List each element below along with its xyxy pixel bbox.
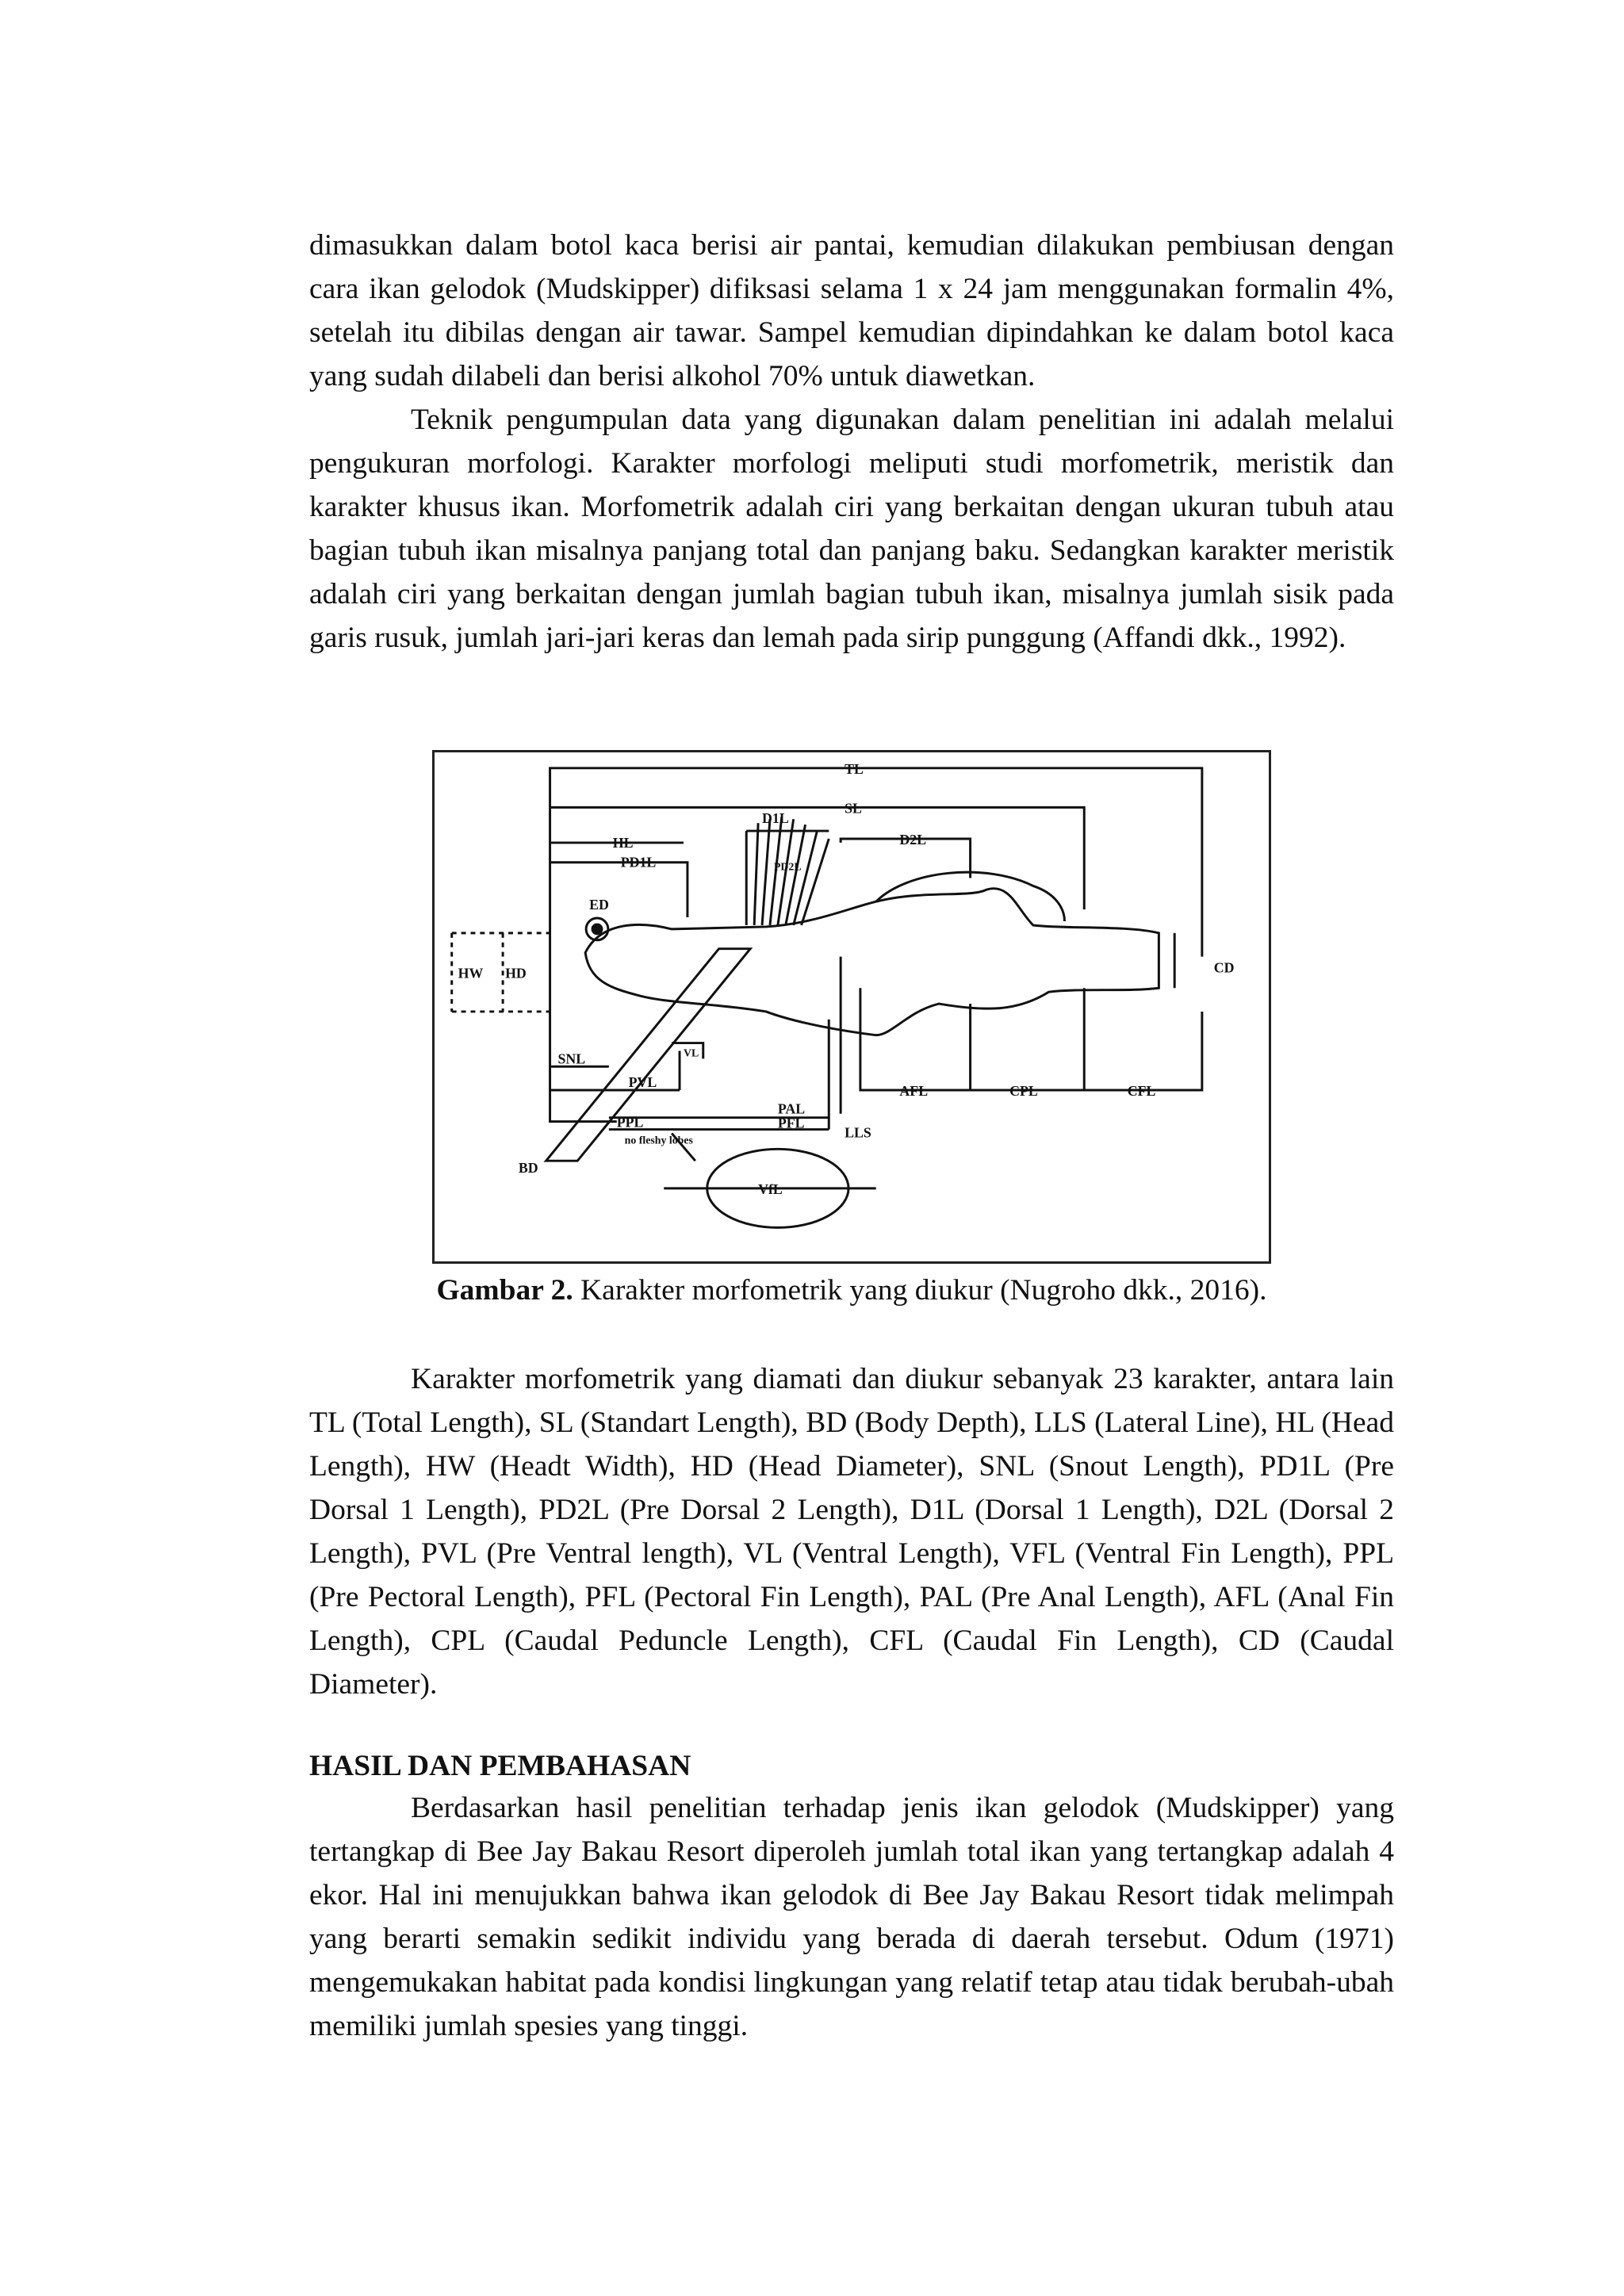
paragraph-results	[309, 1786, 1394, 2048]
paragraph-data-collection	[309, 398, 1394, 660]
label-hl: HL	[612, 834, 634, 851]
label-sl: SL	[845, 800, 862, 817]
morphometric-diagram	[435, 752, 1269, 1261]
label-cfl: CFL	[1127, 1082, 1156, 1099]
label-hw: HW	[458, 965, 484, 982]
paragraph-morphometric-list	[309, 1357, 1394, 1706]
label-hd: HD	[505, 965, 527, 982]
label-no-fleshy: no fleshy lobes	[624, 1135, 693, 1147]
label-lls: LLS	[845, 1124, 871, 1141]
label-vl: VL	[683, 1047, 699, 1060]
label-tl: TL	[845, 760, 864, 777]
label-ed: ED	[589, 897, 609, 913]
pd1l-line	[550, 863, 688, 917]
label-cd: CD	[1213, 959, 1235, 976]
caption-label: Gambar 2.	[436, 1274, 573, 1307]
label-bd: BD	[518, 1160, 538, 1177]
paragraph-text: Teknik pengumpulan data yang digunakan dalam penelitian ini adalah melalui pengukuran morfologi. Karakter morfologi meliputi studi morfometrik, meristik dan karakter khusus ikan. Morfometrik adalah ciri yang berkaitan dengan ukuran tubuh atau bagian tubuh ikan misalnya panjang total dan panjang baku. Sedangkan karakter meristik adalah ciri yang berkaitan dengan jumlah bagian tubuh ikan, misalnya jumlah sisik pada garis rusuk, jumlah jari-jari keras dan lemah pada sirip punggung (Affandi dkk., 1992).	[309, 404, 1394, 654]
label-pfl: PFL	[777, 1115, 805, 1131]
paragraph-text: dimasukkan dalam botol kaca berisi air pantai, kemudian dilakukan pembiusan dengan cara ikan gelodok (Mudskipper) difiksasi selama 1 x 24 jam menggunakan formalin 4%, setelah itu dibilas dengan air tawar. Sampel kemudian dipindahkan ke dalam botol kaca yang sudah dilabeli dan berisi alkohol 70% untuk diawetkan.	[309, 229, 1394, 392]
label-ppl: PPL	[616, 1114, 644, 1131]
section-heading: HASIL DAN PEMBAHASAN	[309, 1750, 691, 1782]
afl-cfl-baseline	[860, 988, 1202, 1090]
caption-text: Karakter morfometrik yang diukur (Nugroho dkk., 2016).	[580, 1274, 1267, 1307]
eye-pupil	[592, 924, 602, 934]
paragraph-methods-continued	[309, 224, 1394, 398]
figure-morphometric-diagram	[432, 750, 1271, 1264]
paragraph-text: Berdasarkan hasil penelitian terhadap jenis ikan gelodok (Mudskipper) yang tertangkap di Bee Jay Bakau Resort diperoleh jumlah total ikan yang tertangkap adalah 4 ekor. Hal ini menujukkan bahwa ikan gelodok di Bee Jay Bakau Resort tidak melimpah yang berarti semakin sedikit individu yang berada di daerah tersebut. Odum (1971) mengemukakan habitat pada kondisi lingkungan yang relatif tetap atau tidak berubah-ubah memiliki jumlah spesies yang tinggi.	[309, 1792, 1394, 2042]
figure-caption	[309, 1269, 1394, 1312]
left-vertical	[550, 807, 617, 1121]
label-d2l: D2L	[899, 831, 927, 848]
label-cpl: CPL	[1009, 1082, 1038, 1099]
label-d1l: D1L	[762, 810, 789, 827]
fish-body-outline	[585, 889, 1159, 1035]
label-pal: PAL	[777, 1100, 806, 1117]
label-vfl: VfL	[758, 1181, 783, 1197]
label-snl: SNL	[557, 1050, 586, 1067]
label-afl: AFL	[899, 1082, 929, 1099]
label-pd2l: PD2L	[773, 861, 802, 874]
label-pvl: PVL	[628, 1074, 657, 1091]
paragraph-text: Karakter morfometrik yang diamati dan diukur sebanyak 23 karakter, antara lain TL (Total Length), SL (Standart Length), BD (Body Depth), LLS (Lateral Line), HL (Head Length), HW (Headt Width), HD (Head Diameter), SNL (Snout Length), PD1L (Pre Dorsal 1 Length), PD2L (Pre Dorsal 2 Length), D1L (Dorsal 1 Length), D2L (Dorsal 2 Length), PVL (Pre Ventral length), VL (Ventral Length), VFL (Ventral Fin Length), PPL (Pre Pectoral Length), PFL (Pectoral Fin Length), PAL (Pre Anal Length), AFL (Anal Fin Length), CPL (Caudal Peduncle Length), CFL (Caudal Fin Length), CD (Caudal Diameter).	[309, 1363, 1394, 1701]
label-pd1l: PD1L	[620, 854, 657, 871]
